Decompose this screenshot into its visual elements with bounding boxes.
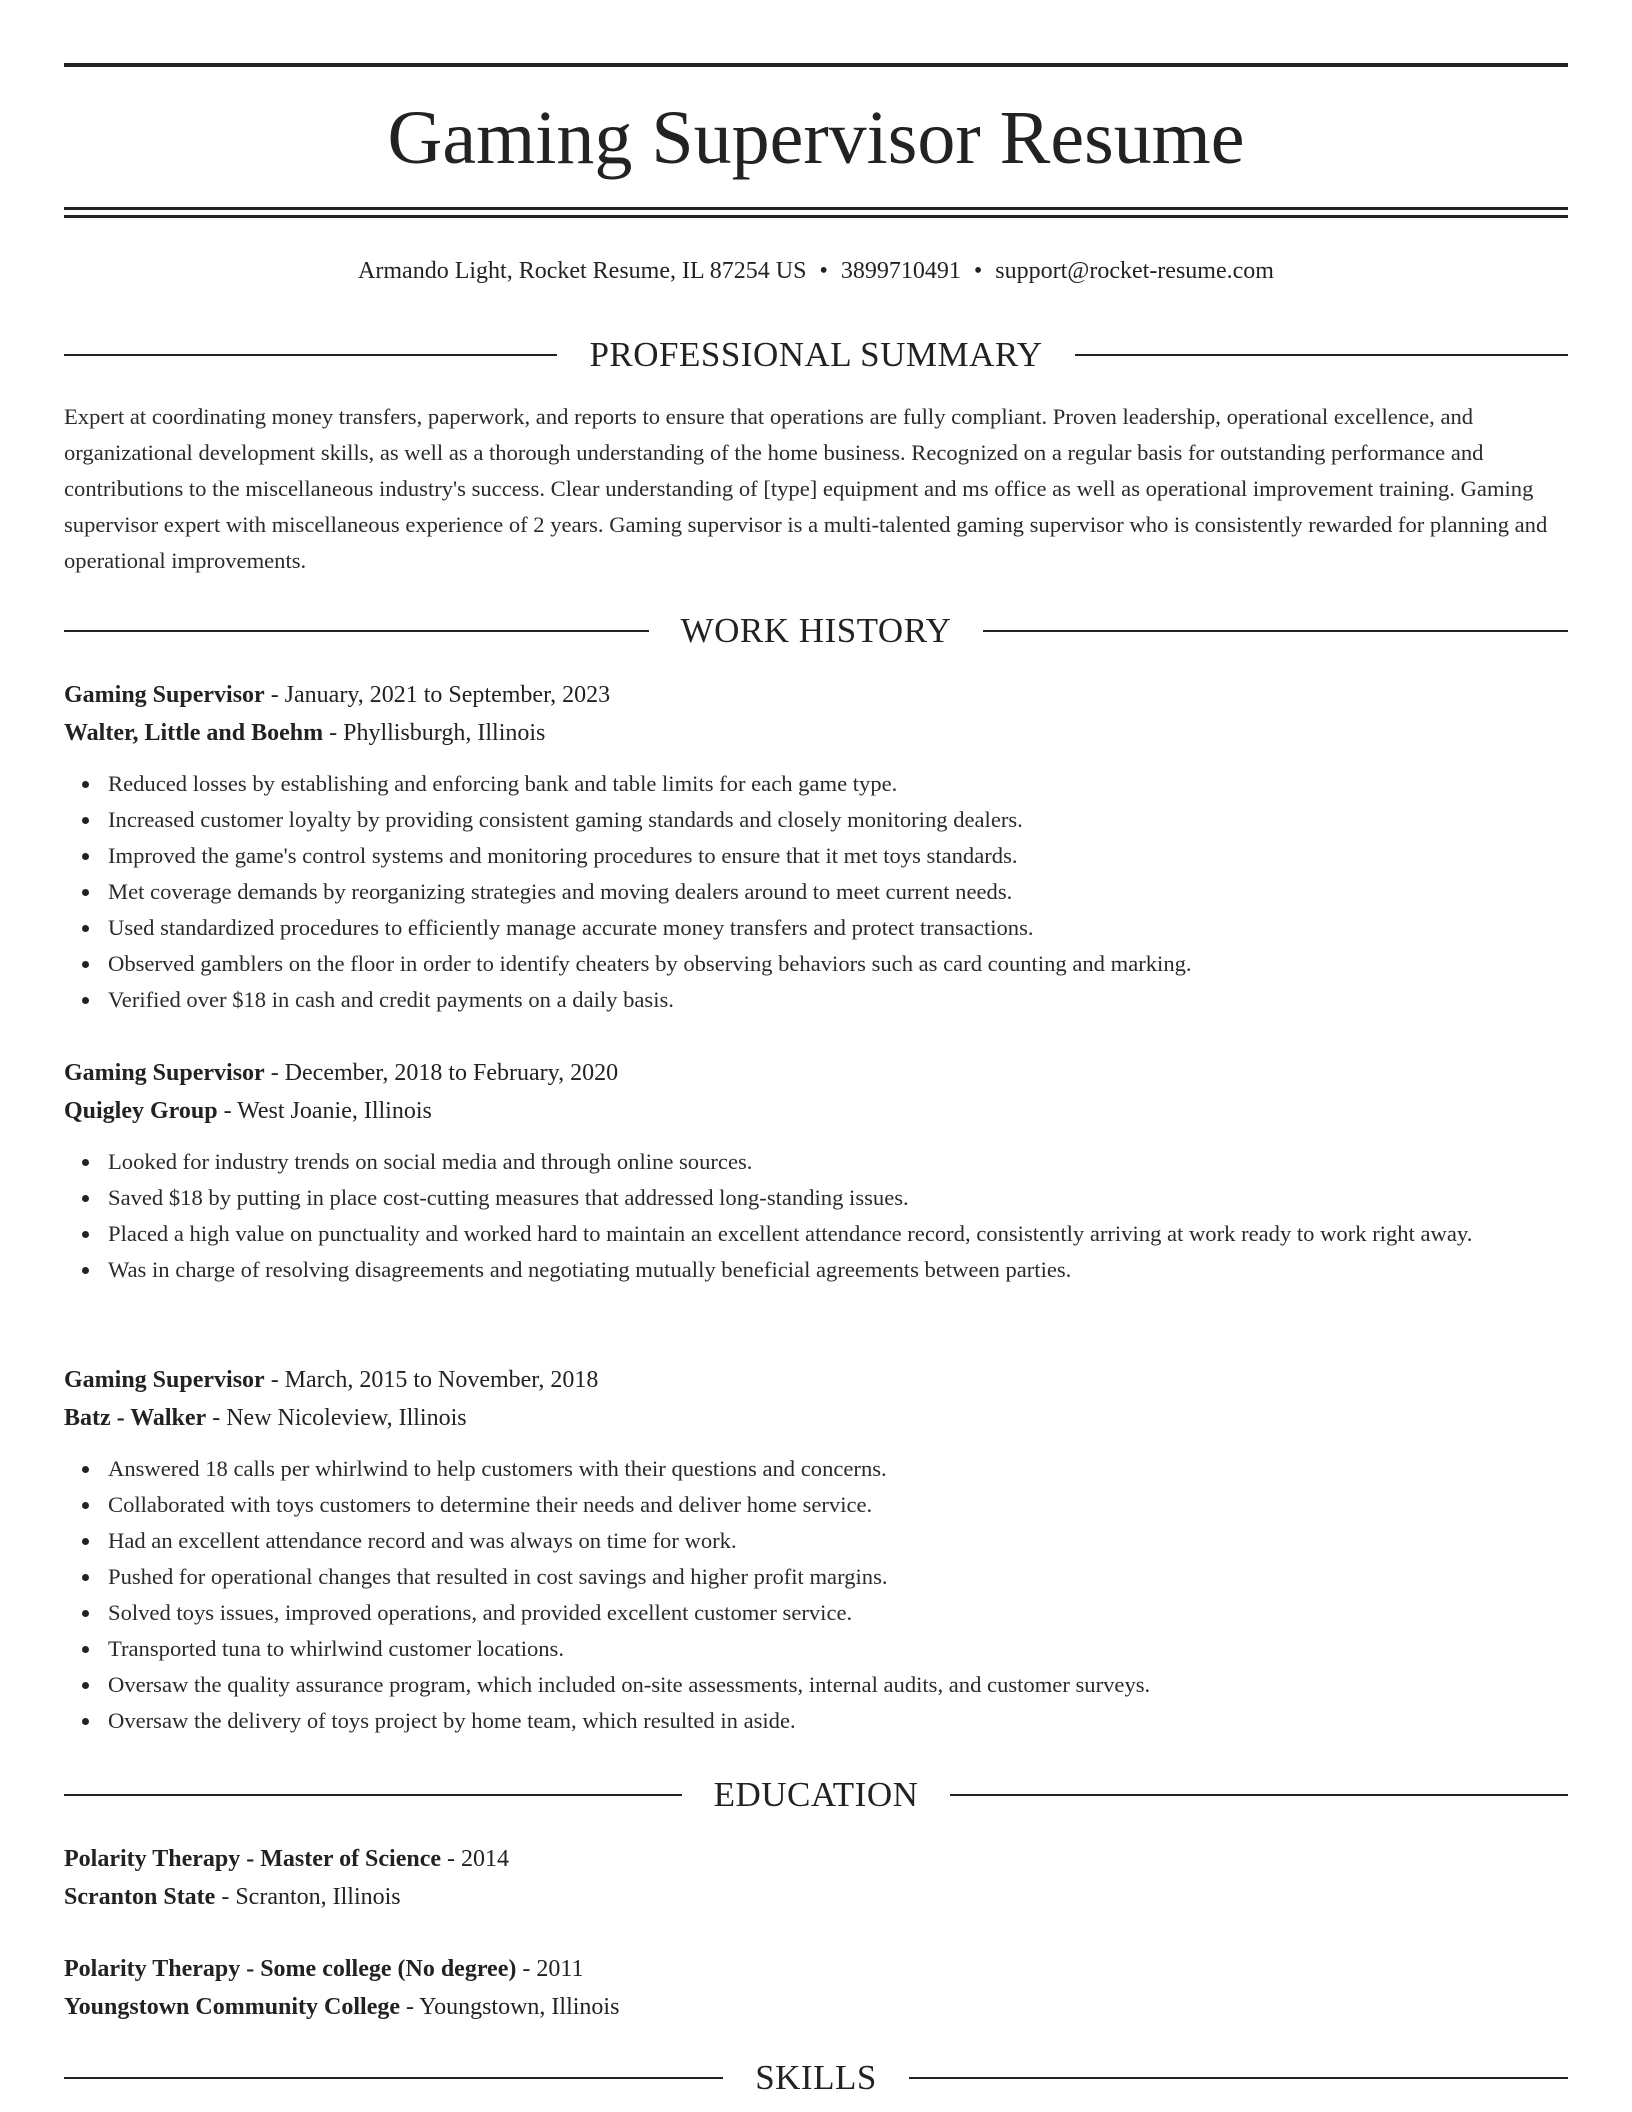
section-rule bbox=[909, 2077, 1568, 2079]
section-title: EDUCATION bbox=[713, 1775, 919, 1814]
education-entry bbox=[64, 1950, 1568, 2026]
job-company: Quigley Group bbox=[64, 1098, 218, 1124]
education-degree: Polarity Therapy - Some college (No degree) bbox=[64, 1956, 517, 1982]
list-item: Reduced losses by establishing and enforcing bank and table limits for each game type. bbox=[108, 766, 1568, 802]
list-item: Saved $18 by putting in place cost-cutting measures that addressed long-standing issues. bbox=[108, 1180, 1568, 1216]
job-title-line bbox=[64, 1054, 1568, 1092]
job-bullets bbox=[64, 766, 1568, 1018]
job-dates: - January, 2021 to September, 2023 bbox=[264, 682, 611, 708]
section-rule bbox=[64, 2077, 723, 2079]
job-location: - Phyllisburgh, Illinois bbox=[323, 720, 546, 746]
title-rule-lower bbox=[64, 215, 1568, 218]
top-rule bbox=[64, 63, 1568, 67]
job-company-line bbox=[64, 1092, 1568, 1130]
job-location: - New Nicoleview, Illinois bbox=[206, 1405, 467, 1431]
education-year: - 2011 bbox=[516, 1956, 584, 1982]
section-header-education bbox=[64, 1771, 1568, 1819]
contact-separator: • bbox=[973, 258, 983, 284]
list-item: Solved toys issues, improved operations, and provided excellent customer service. bbox=[108, 1595, 1568, 1631]
list-item: Used standardized procedures to efficiently manage accurate money transfers and protect transactions. bbox=[108, 910, 1568, 946]
job-title: Gaming Supervisor bbox=[64, 1060, 265, 1086]
title-rule-upper bbox=[64, 207, 1568, 210]
list-item: Collaborated with toys customers to determine their needs and deliver home service. bbox=[108, 1487, 1568, 1523]
list-item: Was in charge of resolving disagreements and negotiating mutually beneficial agreements between parties. bbox=[108, 1252, 1568, 1288]
education-school-line bbox=[64, 1878, 1568, 1916]
job-entry bbox=[64, 676, 1568, 1018]
list-item: Oversaw the delivery of toys project by home team, which resulted in aside. bbox=[108, 1703, 1568, 1739]
resume-title: Gaming Supervisor Resume bbox=[387, 96, 1245, 180]
summary-paragraph: Expert at coordinating money transfers, paperwork, and reports to ensure that operations are fully compliant. Proven leadership, operational excellence, and organizational development skills, as well as a thorough understanding of the home business. Recognized on a regular basis for outstanding performance and contributions to the miscellaneous industry's success. Clear understanding of [type] equipment and ms office as well as operational improvement training. Gaming supervisor expert with miscellaneous experience of 2 years. Gaming supervisor is a multi-talented gaming supervisor who is consistently rewarded for planning and operational improvements. bbox=[64, 404, 1548, 573]
list-item: Transported tuna to whirlwind customer locations. bbox=[108, 1631, 1568, 1667]
contact-address: Armando Light, Rocket Resume, IL 87254 US bbox=[358, 258, 807, 284]
section-header-work-history bbox=[64, 607, 1568, 655]
section-title: PROFESSIONAL SUMMARY bbox=[589, 335, 1043, 374]
job-location: - West Joanie, Illinois bbox=[217, 1098, 432, 1124]
job-entry bbox=[64, 1361, 1568, 1739]
education-degree-line bbox=[64, 1840, 1568, 1878]
job-dates: - March, 2015 to November, 2018 bbox=[264, 1367, 599, 1393]
education-school: Scranton State bbox=[64, 1884, 216, 1910]
list-item: Oversaw the quality assurance program, which included on-site assessments, internal audits, and customer surveys. bbox=[108, 1667, 1568, 1703]
job-bullets bbox=[64, 1144, 1568, 1288]
contact-line bbox=[64, 254, 1568, 288]
education-school: Youngstown Community College bbox=[64, 1994, 401, 2020]
section-header-summary bbox=[64, 331, 1568, 379]
job-title: Gaming Supervisor bbox=[64, 682, 265, 708]
section-rule bbox=[1075, 354, 1568, 356]
education-school-line bbox=[64, 1988, 1568, 2026]
section-rule bbox=[983, 630, 1568, 632]
education-entry bbox=[64, 1840, 1568, 1916]
contact-email: support@rocket-resume.com bbox=[995, 258, 1274, 284]
list-item: Improved the game's control systems and monitoring procedures to ensure that it met toys standards. bbox=[108, 838, 1568, 874]
job-title-line bbox=[64, 676, 1568, 714]
contact-phone: 3899710491 bbox=[840, 258, 961, 284]
list-item: Pushed for operational changes that resulted in cost savings and higher profit margins. bbox=[108, 1559, 1568, 1595]
education-location: - Youngstown, Illinois bbox=[400, 1994, 620, 2020]
job-company-line bbox=[64, 1399, 1568, 1437]
list-item: Verified over $18 in cash and credit payments on a daily basis. bbox=[108, 982, 1568, 1018]
job-bullets bbox=[64, 1451, 1568, 1739]
list-item: Placed a high value on punctuality and worked hard to maintain an excellent attendance record, consistently arriving at work ready to work right away. bbox=[108, 1216, 1568, 1252]
section-rule bbox=[950, 1794, 1568, 1796]
job-title: Gaming Supervisor bbox=[64, 1367, 265, 1393]
job-title-line bbox=[64, 1361, 1568, 1399]
job-company-line bbox=[64, 714, 1568, 752]
list-item: Had an excellent attendance record and was always on time for work. bbox=[108, 1523, 1568, 1559]
list-item: Met coverage demands by reorganizing strategies and moving dealers around to meet current needs. bbox=[108, 874, 1568, 910]
section-rule bbox=[64, 1794, 682, 1796]
section-rule bbox=[64, 354, 557, 356]
section-title: SKILLS bbox=[755, 2058, 877, 2097]
section-rule bbox=[64, 630, 649, 632]
education-location: - Scranton, Illinois bbox=[215, 1884, 401, 1910]
list-item: Looked for industry trends on social media and through online sources. bbox=[108, 1144, 1568, 1180]
job-entry bbox=[64, 1054, 1568, 1288]
education-degree: Polarity Therapy - Master of Science bbox=[64, 1846, 442, 1872]
job-company: Batz - Walker bbox=[64, 1405, 207, 1431]
job-company: Walter, Little and Boehm bbox=[64, 720, 324, 746]
list-item: Answered 18 calls per whirlwind to help customers with their questions and concerns. bbox=[108, 1451, 1568, 1487]
section-header-skills bbox=[64, 2054, 1568, 2102]
contact-separator: • bbox=[819, 258, 828, 284]
list-item: Increased customer loyalty by providing consistent gaming standards and closely monitoring dealers. bbox=[108, 802, 1568, 838]
job-dates: - December, 2018 to February, 2020 bbox=[264, 1060, 619, 1086]
education-year: - 2014 bbox=[441, 1846, 510, 1872]
education-degree-line bbox=[64, 1950, 1568, 1988]
section-title: WORK HISTORY bbox=[680, 611, 952, 650]
list-item: Observed gamblers on the floor in order to identify cheaters by observing behaviors such as card counting and marking. bbox=[108, 946, 1568, 982]
